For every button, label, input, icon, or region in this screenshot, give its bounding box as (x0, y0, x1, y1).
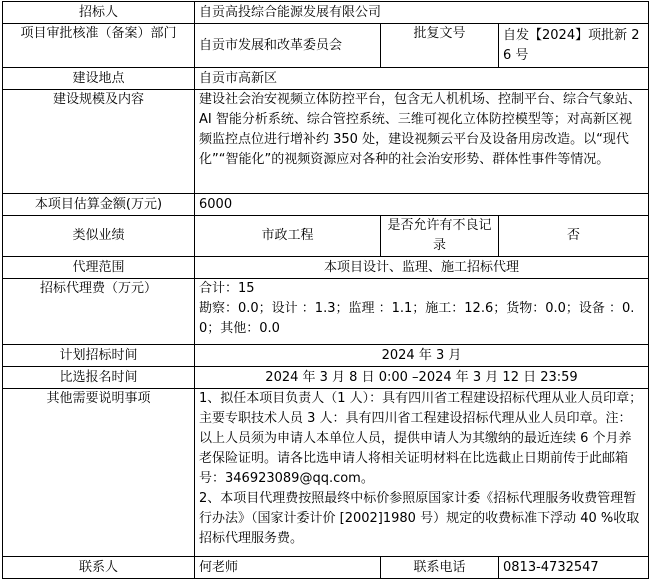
scale-label: 建设规模及内容 (3, 90, 195, 194)
row-scope (3, 257, 649, 279)
category-value: 市政工程 (195, 216, 381, 257)
row-location (3, 68, 649, 90)
row-notes (3, 389, 649, 557)
signup-time-value: 2024 年 3 月 8 日 0:00 –2024 年 3 月 12 日 23:59 (195, 367, 649, 389)
row-category (3, 216, 649, 257)
tenderer-label: 招标人 (3, 2, 195, 24)
notes-value (195, 389, 649, 557)
plan-time-value: 2024 年 3 月 (195, 345, 649, 367)
row-contact (3, 557, 649, 579)
bad-record-label: 是否允许有不良记录 (381, 216, 499, 257)
phone-value: 0813-4732547 (499, 557, 649, 579)
row-budget (3, 194, 649, 216)
location-value: 自贡市高新区 (195, 68, 649, 90)
category-label: 类似业绩 (3, 216, 195, 257)
fee-total: 合计：15 (199, 281, 255, 296)
approval-value: 自贡市发展和改革委员会 (195, 24, 381, 68)
row-fee (3, 279, 649, 345)
notes-label: 其他需要说明事项 (3, 389, 195, 557)
notes-paragraph-1: 1、拟任本项目负责人（1 人）：具有四川省工程建设招标代理从业人员印章；主要专职技术人员 3 人：具有四川省工程建设招标代理从业人员印章。注：以上人员须为申请人本单位人员，提供申请人为其缴纳的最近连续 6 个月养老保险证明。请各比选申请人将相关证明材料在比选截止日期前传于此邮箱号：346923089@qq.com。 (199, 391, 643, 486)
location-label: 建设地点 (3, 68, 195, 90)
budget-label: 本项目估算金额(万元) (3, 194, 195, 216)
contact-value: 何老师 (195, 557, 381, 579)
row-tenderer (3, 2, 649, 24)
budget-value: 6000 (195, 194, 649, 216)
signup-time-label: 比选报名时间 (3, 367, 195, 389)
scope-label: 代理范围 (3, 257, 195, 279)
bad-record-value: 否 (499, 216, 649, 257)
notes-paragraph-2: 2、本项目代理费按照最终中标价参照原国家计委《招标代理服务收费管理暂行办法》（国家计委计价 [2002]1980 号）规定的收费标准下浮动 40 %收取招标代理服务费。 (199, 491, 640, 546)
tenderer-value: 自贡高投综合能源发展有限公司 (195, 2, 649, 24)
approval-doc-value: 自发【2024】项批新 26 号 (499, 24, 649, 68)
tender-info-table (2, 1, 649, 579)
fee-label: 招标代理费（万元） (3, 279, 195, 345)
row-signup-time (3, 367, 649, 389)
row-approval (3, 24, 649, 68)
approval-doc-label: 批复文号 (381, 24, 499, 68)
row-scale (3, 90, 649, 194)
row-plan-time (3, 345, 649, 367)
plan-time-label: 计划招标时间 (3, 345, 195, 367)
contact-label: 联系人 (3, 557, 195, 579)
scope-value: 本项目设计、监理、施工招标代理 (195, 257, 649, 279)
fee-breakdown: 勘察：0.0；设计 ：1.3；监理 ：1.1；施工：12.6；货物：0.0；设备 ：0.0；其他：0.0 (199, 301, 635, 336)
scale-value: 建设社会治安视频立体防控平台，包含无人机机场、控制平台、综合气象站、AI 智能分析系统、综合管控系统、三维可视化立体防控模型等；对高新区视频监控点位进行增补约 350 处，建设视频云平台及设备用房改造。以“现代化”“智能化”的视频资源应对各种的社会治安形势、群体性事件等情况。 (195, 90, 649, 194)
phone-label: 联系电话 (381, 557, 499, 579)
approval-label: 项目审批核准（备案）部门 (3, 24, 195, 68)
fee-value (195, 279, 649, 345)
